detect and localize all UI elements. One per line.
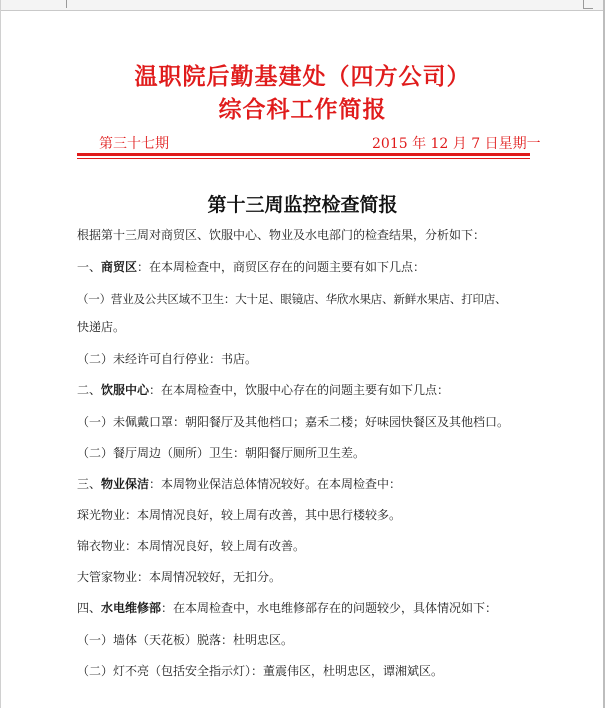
- section-3-number: 三、: [77, 477, 102, 491]
- section-3-heading: [77, 475, 545, 493]
- section-4-number: 四、: [77, 601, 102, 615]
- viewer-top-bar: [0, 0, 605, 11]
- section-4-item-1: （一）墙体（天花板）脱落：杜明忠区。: [77, 633, 294, 647]
- section-2-text: ：在本周检查中，饮服中心存在的问题主要有如下几点：: [149, 383, 450, 397]
- crop-mark-right-h: [583, 8, 593, 9]
- section-1-heading: [77, 258, 545, 276]
- header-divider-thin: [77, 158, 530, 159]
- report-headline: 第十三周监控检查简报: [207, 194, 398, 216]
- section-1-title: 商贸区: [101, 260, 138, 274]
- section-2-number: 二、: [77, 383, 102, 397]
- section-3-paragraph-1: 琛光物业：本周情况良好，较上周有改善，其中思行楼较多。: [77, 508, 402, 522]
- section-1-item-1-line-2: 快递店。: [77, 320, 126, 334]
- issue-date: 2015 年 12 月 7 日星期一: [372, 136, 541, 152]
- section-2-item-1: （一）未佩戴口罩：朝阳餐厅及其他档口；嘉禾二楼；好味园快餐区及其他档口。: [77, 415, 510, 429]
- bulletin-title-line2: 综合科工作简报: [218, 96, 387, 123]
- section-4-text: ：在本周检查中，水电维修部存在的问题较少，具体情况如下：: [161, 601, 498, 615]
- section-3-title: 物业保洁: [101, 477, 150, 491]
- section-3-text: ：本周物业保洁总体情况较好。在本周检查中：: [149, 477, 402, 491]
- section-3-paragraph-3: 大管家物业：本周情况较好，无扣分。: [77, 570, 282, 584]
- bulletin-title-line1: 温职院后勤基建处（四方公司）: [134, 63, 471, 90]
- section-2-title: 饮服中心: [101, 383, 150, 397]
- section-4-title: 水电维修部: [101, 601, 162, 615]
- issue-number: 第三十七期: [99, 136, 169, 152]
- section-2-item-2: （二）餐厅周边（厕所）卫生：朝阳餐厅厕所卫生差。: [77, 446, 366, 460]
- section-4-item-2: （二）灯不亮（包括安全指示灯）：董震伟区，杜明忠区，谭湘斌区。: [77, 664, 444, 678]
- intro-paragraph: 根据第十三周对商贸区、饮服中心、物业及水电部门的检查结果，分析如下：: [77, 228, 486, 242]
- section-2-heading: [77, 381, 545, 399]
- section-1-item-1-line-1: （一）营业及公共区域不卫生：大十足、眼镜店、华欣水果店、新鲜水果店、打印店、: [77, 292, 507, 306]
- section-4-heading: [77, 599, 545, 617]
- section-1-item-2: （二）未经许可自行停业：书店。: [77, 352, 258, 366]
- section-3-paragraph-2: 锦衣物业：本周情况良好，较上周有改善。: [77, 539, 306, 553]
- crop-mark-left: [66, 0, 67, 8]
- crop-mark-right: [583, 0, 584, 8]
- header-divider-thick: [77, 153, 530, 156]
- section-1-number: 一、: [77, 260, 102, 274]
- section-1-text: ：在本周检查中，商贸区存在的问题主要有如下几点：: [137, 260, 426, 274]
